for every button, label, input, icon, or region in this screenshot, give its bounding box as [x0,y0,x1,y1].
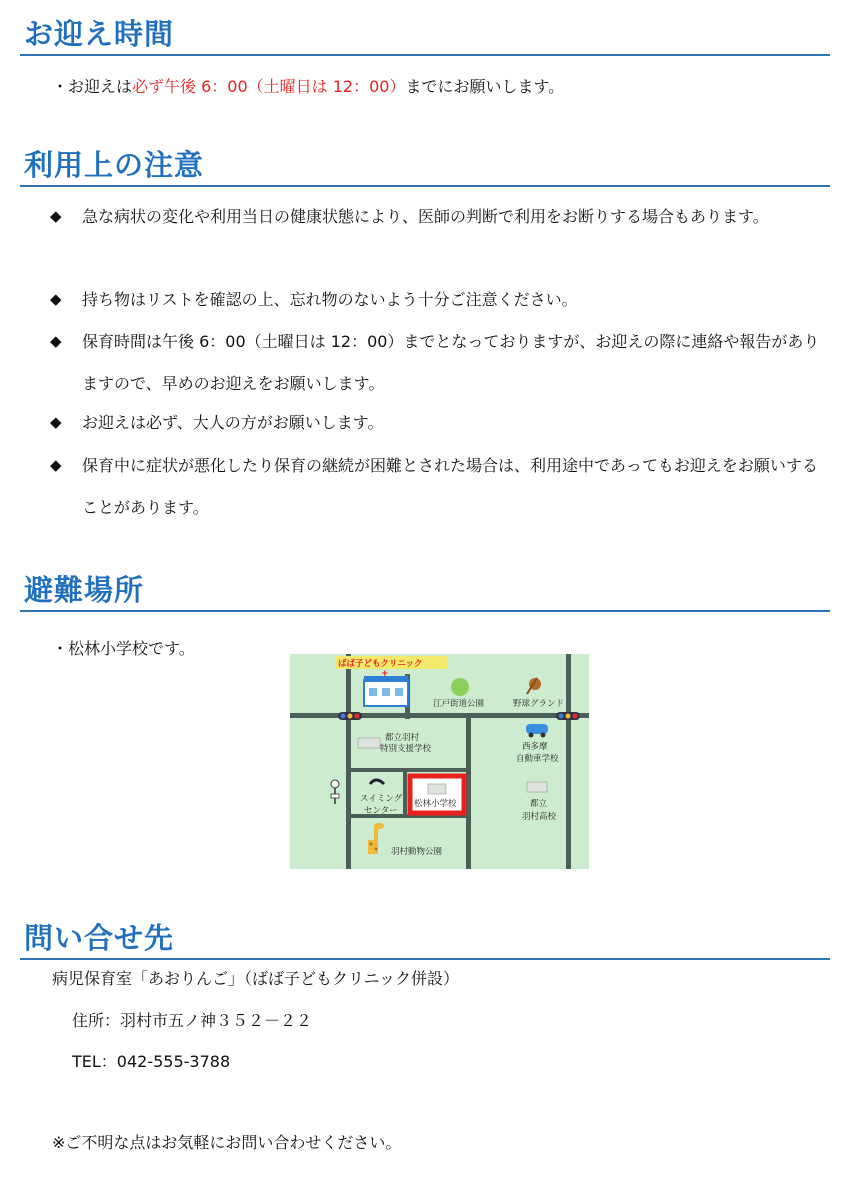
map-road [346,654,351,869]
bullet-icon: ◆ [50,290,62,308]
bullet-icon: ◆ [50,207,62,225]
map-label-baseball: 野球グランド [513,699,565,709]
contact-address: 住所：羽村市五ノ神３５２－２２ [72,1011,313,1030]
traffic-light-icon [556,712,580,720]
school-building-icon [527,782,547,792]
note-item: 持ち物はリストを確認の上、忘れ物のないよう十分ご注意ください。 [82,290,578,309]
map-label-swimming-1: スイミング [360,794,403,804]
map-label-high-school-1: 都立 [530,799,548,809]
note-item: お迎えは必ず、大人の方がお願いします。 [82,413,384,432]
pickup-suffix: までにお願いします。 [405,77,565,96]
evacuation-map [290,654,589,869]
map-label-special-school-2: 特別支援学校 [380,744,432,754]
map-label-edo-park: 江戸街道公園 [433,699,485,709]
map-label-zoo-park: 羽村動物公園 [391,847,443,857]
contact-name: 病児保育室「あおりんご」（ばば子どもクリニック併設） [52,969,460,988]
map-label-driving-school-2: 自動車学校 [516,754,559,764]
note-item: 保育時間は午後 6：00（土曜日は 12：00）までとなっておりますが、お迎えの際に連絡や報告がありますので、早めのお迎えをお願いします。 [82,332,820,393]
evacuation-text: ・松林小学校です。 [52,639,195,658]
contact-heading: 問い合せ先 [20,918,830,960]
map-road [566,654,571,869]
park-icon [451,678,469,696]
pickup-heading: お迎え時間 [20,14,830,56]
svg-text:+: + [381,669,389,679]
map-label-swimming-2: センター [364,806,398,816]
pickup-text [52,76,564,98]
map-road [290,713,589,718]
map-road [346,768,471,772]
bullet-icon: ◆ [50,413,62,431]
bullet-icon: ◆ [50,332,62,350]
school-building-icon [358,738,380,748]
map-label-high-school-2: 羽村高校 [522,812,557,822]
map-label-special-school-1: 都立羽村 [385,733,420,743]
school-building-icon [428,784,446,794]
map-road [466,713,471,869]
map-label-target-school: 松林小学校 [414,799,457,809]
notes-heading: 利用上の注意 [20,145,830,187]
note-item: 保育中に症状が悪化したり保育の継続が困難とされた場合は、利用途中であってもお迎えをお願いすることがあります。 [82,456,818,517]
evacuation-heading: 避難場所 [20,570,830,612]
pickup-prefix: ・お迎えは [52,77,133,96]
map-label-driving-school-1: 西多摩 [522,742,548,752]
contact-tel: TEL：042-555-3788 [72,1052,231,1071]
map-label-clinic: ばば子どもクリニック [338,659,423,669]
note-item: 急な病状の変化や利用当日の健康状態により、医師の判断で利用をお断りする場合もあります。 [82,207,769,226]
pickup-highlight: 必ず午後 6：00（土曜日は 12：00） [132,77,406,96]
traffic-light-icon [338,712,362,720]
bullet-icon: ◆ [50,456,62,474]
map-road [403,772,407,814]
contact-note: ※ご不明な点はお気軽にお問い合わせください。 [52,1133,402,1152]
